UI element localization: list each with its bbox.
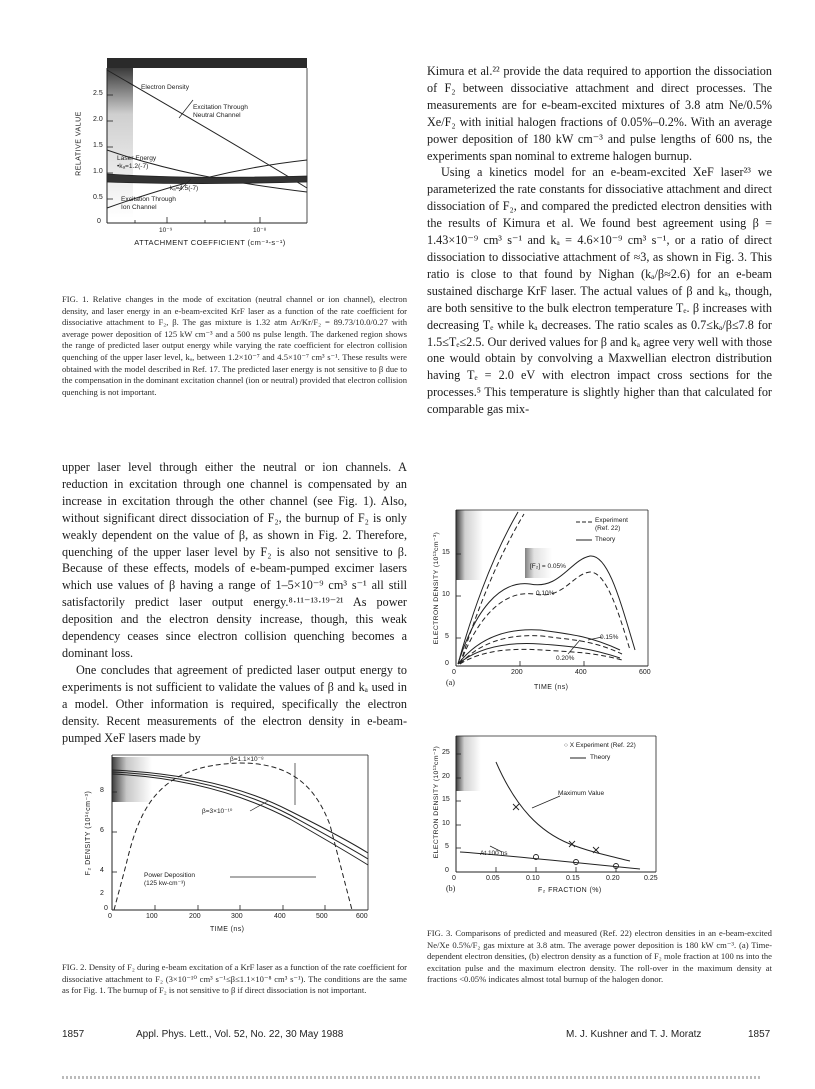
figure-1-caption-text: Relative changes in the mode of excitation (neutral channel or ion channel), electron density, and laser energy in an e-beam-excited KrF laser as a function of the rate coefficient for dissociative attachment to F₂, β. The gas mixture is 1.32 atm Ar/Kr/F₂ = 89.73/10.0/0.27 with average power deposition of 125 kW cm⁻³ and a 500 ns pulse length. The darkened region shows the range of predicted laser output energy while varying the rate coefficient for electron collision quenching of the upper laser level, kₐ, between 1.2×10⁻⁷ and 4.5×10⁻⁷ cm³ s⁻¹. These results were obtained with the model described in Ref. 17. The predicted laser energy is not sensitive to β due to the compensation in the dominant excitation channel (ion or neutral) provided that electron collision quenching is not important. [62,294,408,397]
fig2-label-beta-high: β=1.1×10⁻⁸ [230,756,264,763]
fig3b-xtick: 0.10 [526,875,540,882]
fig3a-ytick: 5 [445,633,449,640]
fig2-xtick: 300 [231,913,243,920]
scan-edge [62,1076,762,1079]
figure-3b-plot [430,728,700,903]
fig3b-ytick: 10 [442,820,450,827]
fig3b-ytick: 15 [442,796,450,803]
fig1-xlabel: ATTACHMENT COEFFICIENT (cm⁻³-s⁻¹) [134,238,286,247]
footer-journal: Appl. Phys. Lett., Vol. 52, No. 22, 30 May 1988 [136,1029,344,1040]
fig2-xlabel: TIME (ns) [210,926,245,933]
fig3a-label-f2: [F₂] = 0.05% [530,563,566,570]
fig1-ytick: 2.0 [93,116,103,123]
figure-1 [75,58,405,280]
fig2-label-power: Power Deposition (125 kw-cm⁻³) [144,872,195,887]
fig3a-label-020: 0.20% [556,655,575,662]
fig2-xtick: 100 [146,913,158,920]
footer-page-left: 1857 [62,1029,85,1040]
footer-page-right: 1857 [748,1029,771,1040]
figure-2-caption-text: Density of F₂ during e-beam excitation of a KrF laser as a function of the rate coefficient for dissociative attachment to F₂ (3×10⁻¹⁰ cm³ s⁻¹≤β≤1.1×10⁻⁸ cm³ s⁻¹). The conditions are the same as for Fig. 1. The burnup of F₂ is not sensitive to β if direct dissociation is not important. [62,962,407,996]
fig3b-legend-theory: Theory [590,754,611,761]
figure-2-caption [62,962,407,997]
fig3b-ylabel: ELECTRON DENSITY (10¹³cm⁻³) [433,745,440,859]
fig3a-legend-experiment: Experiment (Ref. 22) [595,517,628,532]
fig1-label-laser: Laser Energy •kₐ=1.2(-7) [117,155,157,170]
fig2-ytick: 0 [104,905,108,912]
fig3b-legend-experiment: ○ X Experiment (Ref. 22) [564,742,636,749]
fig1-xtick: 10⁻⁹ [159,227,173,234]
fig3b-label-at100: At 100 ns [480,850,508,857]
fig3a-xtick: 0 [452,669,456,676]
fig2-ytick: 8 [100,787,104,794]
paragraph: Kimura et al.²² provide the data required to apportion the dissociation of F₂ between dissociative attachment and direct processes. The measurements are for e-beam-excited mixtures of 3.8 atm Ne/0.5% Xe/F₂ with initial halogen fractions of 0.05%–0.2%. With an average power deposition of 180 kW cm⁻³ and pulse lengths of 600 ns, the experiments span nominal to extreme halogen burnup. [427,64,772,163]
paragraph: One concludes that agreement of predicted laser output energy to experiments is not sufficient to validate the values of β and kₐ used in a model. Other information is required, specifically the electron density. Recent measurements of the electron density in e-beam-pumped XeF lasers made by [62,662,407,745]
fig1-label-density: Electron Density [141,84,190,91]
fig1-ytick: 2.5 [93,90,103,97]
fig3a-label-015: 0.15% [600,634,619,641]
figure-2 [85,745,390,955]
right-column-text [427,63,772,418]
paragraph: Using a kinetics model for an e-beam-excited XeF laser²³ we parameterized the rate constants for dissociative attachment and direct dissociation of F₂, and compared the predicted electron densities with the results of Kimura et al. We found best agreement using β = 1.43×10⁻⁹ cm³ s⁻¹ and kₐ = 4.6×10⁻⁹ cm³ s⁻¹, or a ratio of direct dissociation to dissociative attachment of ≈3, as shown in Fig. 3. This ratio is close to that found by Nighan (kₐ/β≈2.6) for an e-beam sustained discharge KrF laser. The actual values of β and kₐ, though, are both sensitive to the bulk electron temperature Tₑ. β increases with decreasing Tₑ while kₐ decreases. The ratio scales as 0.7≤kₐ/β≤7.8 for 1.5≤Tₑ≤2.5. Our derived values for β and kₐ agree very well with those one would obtain by convolving a Maxwellian electron distribution having Tₑ = 2.0 eV with electron impact cross sections for the processes.⁵ This temperature is slightly higher than that calculated for comparable gas mix- [427,165,772,417]
fig1-xtick: 10⁻⁸ [253,227,267,234]
fig3b-xlabel: F₂ FRACTION (%) [538,887,602,894]
fig2-ylabel: F₂ DENSITY (10¹⁶cm⁻³) [85,790,92,876]
fig1-ytick: 1.0 [93,168,103,175]
figure-3-caption-text: Comparisons of predicted and measured (Ref. 22) electron densities in an e-beam-excited Ne/Xe 0.5%/F₂ gas mixture at 3.8 atm. The average power deposition is 180 kW cm⁻³. (a) Time-dependent electron densities, (b) electron density as a function of F₂ mole fraction at 100 ns into the excitation pulse and the maximum electron density. The roll-over in the maximum density at fractions <0.05% indicates almost total burnup of the halogen donor. [427,928,772,985]
fig3b-ytick: 20 [442,773,450,780]
fig2-ytick: 2 [100,890,104,897]
figure-1-caption-label: FIG. 1. [62,294,89,304]
fig2-xtick: 200 [189,913,201,920]
fig3b-xtick: 0 [452,875,456,882]
figure-2-plot [90,745,390,955]
fig3b-ytick: 25 [442,749,450,756]
fig3b-xtick: 0.15 [566,875,580,882]
fig1-ytick: 0.5 [93,194,103,201]
fig3b-xtick: 0.20 [606,875,620,882]
fig2-label-beta-low: β=3×10⁻¹⁰ [202,808,233,815]
fig1-label-kd: kₐ=4.5(-7) [170,185,199,192]
figure-1-caption [62,294,407,398]
fig1-label-ion: Excitation Through Ion Channel [121,196,176,211]
fig3b-panel-label: (b) [446,884,456,893]
figure-3-caption-label: FIG. 3. [427,928,453,938]
fig3b-ytick: 5 [445,843,449,850]
fig2-xtick: 400 [274,913,286,920]
fig1-ylabel: RELATIVE VALUE [75,111,83,176]
fig1-ytick: 1.5 [93,142,103,149]
fig1-ytick: 0 [97,218,101,225]
footer-authors: M. J. Kushner and T. J. Moratz [566,1029,702,1040]
fig2-xtick: 600 [356,913,368,920]
fig3a-xtick: 600 [639,669,651,676]
fig3a-ytick: 15 [442,549,450,556]
fig3a-ylabel: ELECTRON DENSITY (10¹³cm⁻³) [433,531,440,645]
fig3b-xtick: 0.05 [486,875,500,882]
figure-3b [430,728,700,903]
fig2-xtick: 500 [316,913,328,920]
fig3a-xtick: 400 [575,669,587,676]
fig3a-legend-theory: Theory [595,536,616,543]
fig1-label-neutral: Excitation Through Neutral Channel [193,104,248,119]
figure-3a-plot [430,500,700,712]
figure-3-caption [427,928,772,986]
paragraph: upper laser level through either the neutral or ion channels. A reduction in excitation through one channel is compensated by an increase in excitation through the other channel (see Fig. 1). Also, without significant direct dissociation of F₂, the burnup of F₂ is only weakly dependent on the value of β, as shown in Fig. 2. Therefore, quenching of the upper laser level by F₂ is also not sensitive to β. Because of these effects, models of e-beam-pumped excimer lasers which use values of β having a range of 1–5×10⁻⁹ cm³ s⁻¹ all still satisfactorily predict laser output energy.⁸·¹¹⁻¹³·¹⁹⁻²¹ As power deposition and the electron density increase, though, this weak dependency ceases since electron collision quenching becomes a dominant loss. [62,460,407,660]
fig3b-ytick: 0 [445,867,449,874]
fig3a-ytick: 0 [445,660,449,667]
fig3a-panel-label: (a) [446,678,455,687]
fig3b-xtick: 0.25 [644,875,658,882]
fig3a-label-010: 0.10% [536,590,555,597]
left-column-text [62,459,407,746]
figure-3a [430,500,700,712]
fig2-ytick: 4 [100,867,104,874]
fig3a-xlabel: TIME (ns) [534,684,569,691]
figure-2-caption-label: FIG. 2. [62,962,87,972]
fig2-ytick: 6 [100,827,104,834]
fig3a-xtick: 200 [511,669,523,676]
fig3b-label-max: Maximum Value [558,790,605,797]
fig3a-ytick: 10 [442,591,450,598]
fig2-xtick: 0 [108,913,112,920]
